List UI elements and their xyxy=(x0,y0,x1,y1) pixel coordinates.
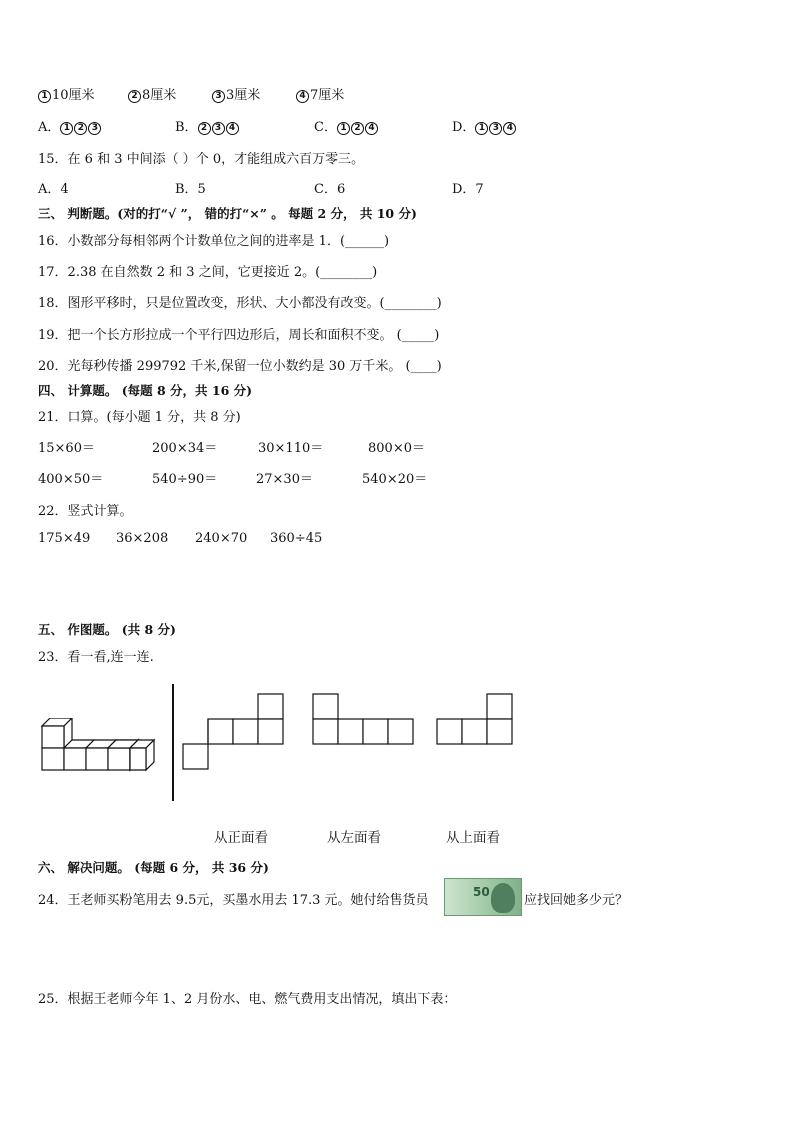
q14-option-d: D． 1 3 4 xyxy=(452,116,517,135)
q24-text-end: 应找回她多少元？ xyxy=(524,893,629,908)
vertical-divider xyxy=(172,684,174,801)
q21: 21．口算。(每小题 1 分，共 8 分) xyxy=(38,410,241,425)
q15-option-a: A．4 xyxy=(38,182,69,197)
mental-math-item: 540÷90＝ xyxy=(152,472,218,487)
q14-option-b: B． 2 3 4 xyxy=(175,116,240,135)
view-label-front: 从正面看 xyxy=(214,830,268,846)
q19: 19．把一个长方形拉成一个平行四边形后，周长和面积不变。 (_____) xyxy=(38,328,440,343)
mental-math-item: 800×0＝ xyxy=(368,441,425,456)
q14-option-a: A． 1 2 3 xyxy=(38,116,102,135)
vertical-calc-item: 240×70 xyxy=(195,531,248,546)
choice-4: 4 7厘米 xyxy=(296,84,344,103)
q25-text: 25．根据王老师今年 1、2 月份水、电、燃气费用支出情况，填出下表： xyxy=(38,992,457,1007)
mental-math-item: 540×20＝ xyxy=(362,472,428,487)
q15-option-c: C．6 xyxy=(314,182,346,197)
q15-option-b: B．5 xyxy=(175,182,206,197)
circled-number: 2 xyxy=(128,90,141,103)
choice-1: 1 10厘米 xyxy=(38,84,95,103)
cube-stack-figure xyxy=(40,718,155,772)
section-heading-judgement: 三、 判断题。(对的打“√ ”， 错的打“×” 。 每题 2 分， 共 10 分) xyxy=(38,206,417,221)
q18: 18．图形平移时，只是位置改变，形状、大小都没有改变。(________) xyxy=(38,296,442,311)
view-label-top: 从上面看 xyxy=(446,830,500,846)
front-view-grid xyxy=(182,693,286,773)
mental-math-item: 30×110＝ xyxy=(258,441,324,456)
q17: 17．2.38 在自然数 2 和 3 之间，它更接近 2。(________) xyxy=(38,265,378,280)
q15-text: 15．在 6 和 3 中间添（ ）个 0，才能组成六百万零三。 xyxy=(38,152,365,167)
q14-option-c: C． 1 2 4 xyxy=(314,116,379,135)
mental-math-item: 27×30＝ xyxy=(256,472,313,487)
q15-option-d: D．7 xyxy=(452,182,484,197)
section-heading-drawing: 五、 作图题。 (共 8 分) xyxy=(38,622,176,637)
banknote-50-yuan-image xyxy=(444,878,522,916)
circled-number: 3 xyxy=(212,90,225,103)
banknote-value: 50 xyxy=(473,885,490,899)
circled-number: 4 xyxy=(296,90,309,103)
q24-text: 24．王老师买粉笔用去 9.5元，买墨水用去 17.3 元。她付给售货员 xyxy=(38,893,429,908)
vertical-calc-item: 36×208 xyxy=(116,531,169,546)
section-heading-problems: 六、 解决问题。 (每题 6 分， 共 36 分) xyxy=(38,860,269,875)
choice-3: 3 3厘米 xyxy=(212,84,260,103)
choice-2: 2 8厘米 xyxy=(128,84,176,103)
mental-math-item: 15×60＝ xyxy=(38,441,95,456)
left-view-grid xyxy=(312,693,416,747)
mental-math-item: 200×34＝ xyxy=(152,441,218,456)
q20: 20．光每秒传播 299792 千米,保留一位小数约是 30 万千米。 (____) xyxy=(38,359,442,374)
section-heading-calculation: 四、 计算题。 (每题 8 分，共 16 分) xyxy=(38,383,253,398)
q16: 16．小数部分每相邻两个计数单位之间的进率是 1．(______) xyxy=(38,234,390,249)
view-label-left: 从左面看 xyxy=(327,830,381,846)
q23: 23．看一看,连一连. xyxy=(38,650,154,665)
top-view-grid xyxy=(436,693,516,747)
portrait-icon xyxy=(491,883,515,913)
vertical-calc-item: 175×49 xyxy=(38,531,91,546)
vertical-calc-item: 360÷45 xyxy=(270,531,323,546)
mental-math-item: 400×50＝ xyxy=(38,472,104,487)
circled-number: 1 xyxy=(38,90,51,103)
q22: 22．竖式计算。 xyxy=(38,504,133,519)
